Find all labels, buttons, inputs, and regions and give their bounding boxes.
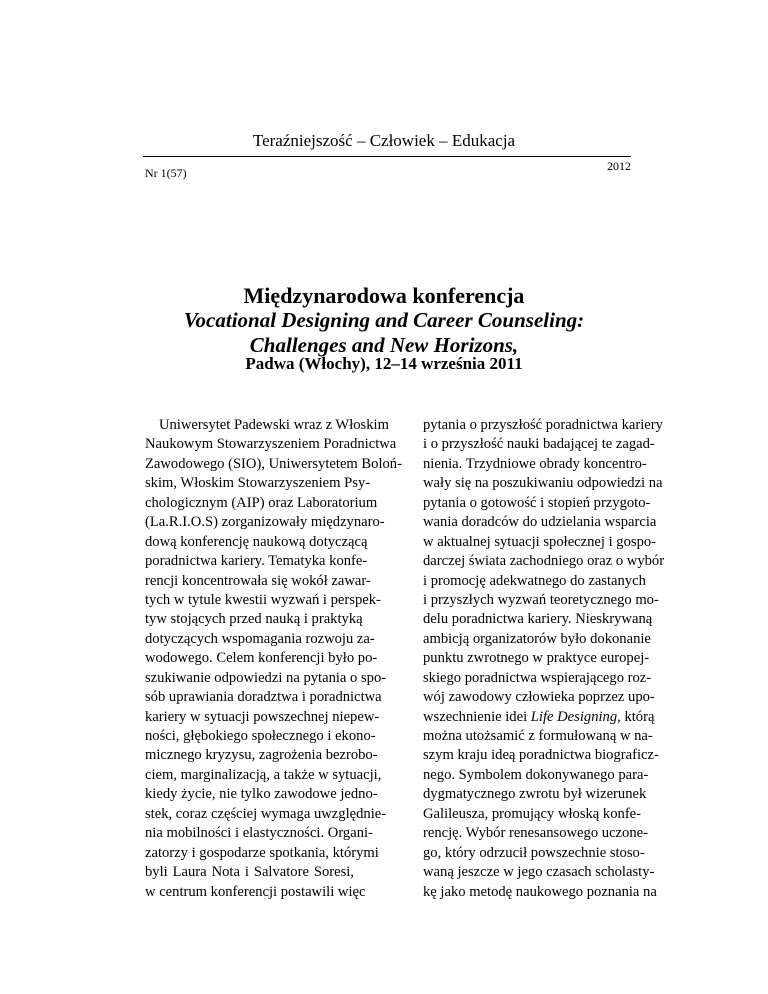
italic-term: Life Designing, — [530, 708, 621, 725]
text-line: Galileusza, promujący włoską konfe- — [423, 805, 642, 822]
text-line: wój zawodowy człowieka poprzez upo- — [423, 689, 655, 706]
text-line: w centrum konferencji postawili więc — [145, 883, 366, 900]
text-line: rencję. Wybór renesansowego uczone- — [423, 825, 648, 842]
text-line: i o przyszłość nauki badającej te zagad- — [423, 436, 655, 453]
article-heading — [0, 283, 768, 358]
text-line: pytania o przyszłość poradnictwa kariery — [423, 417, 663, 433]
text-line: i przyszłych wyzwań teoretycznego mo- — [423, 591, 659, 608]
text-line: punktu zwrotnego w praktyce europej- — [423, 650, 650, 667]
issue-year: 2012 — [607, 159, 631, 173]
text-line: micznego kryzysu, zagrożenia bezrobo- — [145, 747, 378, 764]
text-line: ciem, marginalizacją, a także w sytuacji, — [145, 766, 382, 783]
text-line: dotyczących wspomagania rozwoju za- — [145, 630, 375, 647]
text-line: sób uprawiania doradztwa i poradnictwa — [145, 689, 382, 706]
text-line: nienia. Trzydniowe obrady koncentro- — [423, 455, 647, 472]
text-line: ności, głębokiego społecznego i ekono- — [145, 728, 376, 744]
text-line: kiedy życie, nie tylko zawodowe jedno- — [145, 786, 378, 803]
text-line: rencji koncentrowała się wokół zawar- — [145, 572, 371, 589]
text-line: byli Laura Nota i Salvatore Soresi, — [145, 864, 354, 881]
conference-place-date: Padwa (Włochy), 12–14 września 2011 — [245, 354, 523, 373]
text-line: go, który odrzucił powszechnie stoso- — [423, 844, 645, 861]
text-line: darczej świata zachodniego oraz o wybór — [423, 553, 665, 570]
text-line: wodowego. Celem konferencji było po- — [145, 650, 378, 667]
text-line: poradnictwa kariery. Tematyka konfe- — [145, 553, 368, 570]
text-line: ambicją organizatorów było dokonanie — [423, 630, 651, 647]
text-line: tyw stojących przed nauką i praktyką — [145, 611, 363, 628]
text-line: wały się na poszukiwaniu odpowiedzi na — [423, 475, 663, 492]
header-rule — [143, 156, 631, 157]
text-segment: którą — [620, 708, 655, 725]
text-line: i promocję adekwatnego do zastanych — [423, 572, 646, 589]
text-line: dygmatycznego zwrotu był wizerunek — [423, 786, 647, 803]
text-line: pytania o gotowość i stopień przygoto- — [423, 494, 651, 511]
text-line: w aktualnej sytuacji społecznej i gospo- — [423, 533, 657, 550]
body-column-left — [145, 416, 402, 902]
text-segment: wszechnienie idei — [423, 708, 531, 725]
text-line: zatorzy i gospodarze spotkania, którymi — [145, 844, 379, 861]
text-line: wania doradców do udzielania wsparcia — [423, 514, 657, 531]
text-line: (La.R.I.O.S) zorganizowały międzynaro- — [145, 514, 385, 531]
text-line: Uniwersytet Padewski wraz z Włoskim — [159, 417, 389, 433]
text-line: chologicznym (AIP) oraz Laboratorium — [145, 494, 378, 511]
text-line: szukiwanie odpowiedzi na pytania o spo- — [145, 669, 387, 686]
text-line: nia mobilności i elastyczności. Organi- — [145, 825, 373, 842]
body-column-right — [423, 416, 665, 902]
text-line: stek, coraz częściej wymaga uwzględnie- — [145, 805, 387, 822]
journal-title: Teraźniejszość – Człowiek – Edukacja — [252, 131, 516, 150]
text-line-mixed — [423, 708, 655, 727]
text-line: skiego poradnictwa wspierającego roz- — [423, 669, 652, 686]
issue-number: Nr 1(57) — [145, 166, 187, 180]
text-line: delu poradnictwa kariery. Nieskrywaną — [423, 611, 653, 628]
text-line: dową konferencję naukową dotyczącą — [145, 533, 368, 550]
text-line: szym kraju ideą poradnictwa biograficz- — [423, 747, 659, 764]
text-line: skim, Włoskim Stowarzyszeniem Psy- — [145, 475, 371, 492]
text-line: kę jako metodę naukowego poznania na — [423, 883, 657, 900]
article-title: Międzynarodowa konferencja — [243, 283, 525, 308]
text-line: nego. Symbolem dokonywanego para- — [423, 766, 649, 783]
text-line: tych w tytule kwestii wyzwań i perspek- — [145, 591, 381, 608]
text-line: Naukowym Stowarzyszeniem Poradnictwa — [145, 436, 397, 453]
article-subtitle: Vocational Designing and Career Counseling: Challenges and New Horizons, — [183, 308, 585, 357]
text-line: Zawodowego (SIO), Uniwersytetem Boloń- — [145, 455, 402, 472]
text-line: kariery w sytuacji powszechnej niepew- — [145, 708, 380, 725]
text-line: można utożsamić z formułowaną w na- — [423, 728, 653, 744]
text-line: waną jeszcze w jego czasach scholasty- — [423, 864, 655, 881]
